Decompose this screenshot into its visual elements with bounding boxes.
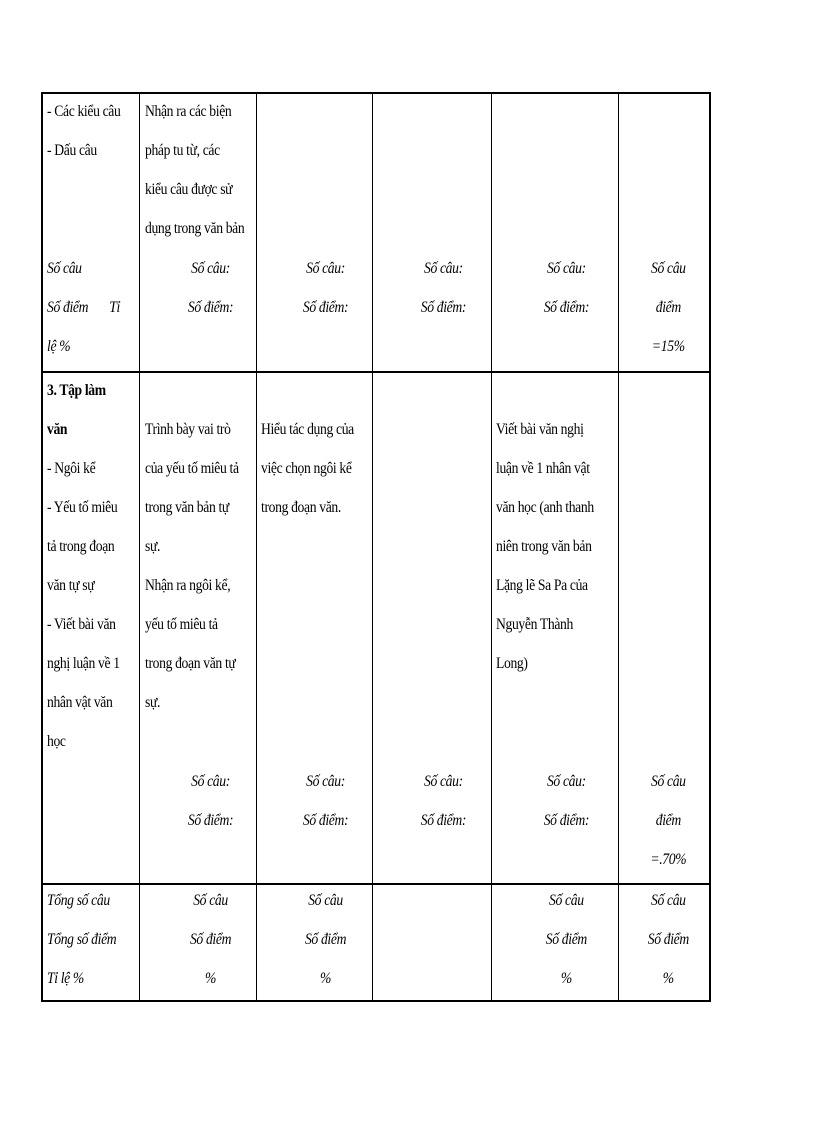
summary-line: Số câu xyxy=(193,892,228,909)
stats-label-line: lệ % xyxy=(47,338,71,355)
row2-comprehension-cell xyxy=(261,410,375,527)
recognition-line: pháp tu từ, các xyxy=(145,142,220,159)
column-divider xyxy=(491,94,492,1000)
topic-line: tả trong đoạn xyxy=(47,538,115,555)
question-count-label: Số câu: xyxy=(191,260,230,277)
row2-topic-cell xyxy=(47,371,139,761)
application-line: luận về 1 nhân vật xyxy=(496,460,590,477)
comprehension-line: Hiểu tác dụng của xyxy=(261,421,354,438)
question-count-label: Số câu: xyxy=(546,773,586,790)
row2-high-application-cell xyxy=(496,410,615,683)
row1-stats-col3 xyxy=(267,249,384,327)
question-count-label: Số câu: xyxy=(423,260,463,277)
topic-line: học xyxy=(47,733,66,750)
score-label: Số điểm: xyxy=(187,812,234,829)
summary-line: % xyxy=(560,970,572,987)
recognition-line: sự. xyxy=(145,538,161,555)
question-count-label: Số câu: xyxy=(306,260,345,277)
total-line: điểm xyxy=(655,299,681,316)
topic-line: - Dấu câu xyxy=(47,142,97,159)
column-divider xyxy=(139,94,140,1000)
total-percent: =15% xyxy=(651,338,685,355)
summary-line: % xyxy=(320,970,332,987)
recognition-line: dụng trong văn bản xyxy=(145,220,245,237)
question-count-label: Số câu: xyxy=(306,773,345,790)
row2-stats-col2 xyxy=(152,762,269,840)
score-label: Số điểm: xyxy=(420,299,467,316)
summary-line: Số điểm xyxy=(647,931,689,948)
question-count-label: Số câu: xyxy=(423,773,463,790)
recognition-line: trong văn bản tự xyxy=(145,499,229,516)
comprehension-line: trong đoạn văn. xyxy=(261,499,341,516)
score-label: Số điểm: xyxy=(187,299,234,316)
section-heading: 3. Tập làm xyxy=(47,382,106,399)
score-label: Số điểm: xyxy=(543,812,590,829)
summary-label-line: Tổng số điểm xyxy=(47,931,117,948)
stats-label-part: Số điểm xyxy=(47,299,89,316)
question-count-label: Số câu: xyxy=(546,260,586,277)
summary-line: Số câu xyxy=(549,892,584,909)
application-line: Nguyễn Thành xyxy=(496,616,573,633)
row1-total-cell xyxy=(623,249,714,366)
recognition-line: của yếu tố miêu tả xyxy=(145,460,239,477)
topic-line: văn tự sự xyxy=(47,577,95,594)
total-line: Số câu xyxy=(650,260,686,277)
application-line: Lặng lẽ Sa Pa của xyxy=(496,577,588,594)
topic-line: - Viết bài văn xyxy=(47,616,116,633)
row1-topic-cell xyxy=(47,92,139,170)
topic-line: nhân vật văn xyxy=(47,694,113,711)
row3-summary-col5 xyxy=(503,881,630,998)
column-divider xyxy=(618,94,619,1000)
score-label: Số điểm: xyxy=(543,299,590,316)
row1-stats-col2 xyxy=(152,249,269,327)
total-line: điểm xyxy=(655,812,681,829)
row3-summary-col2 xyxy=(152,881,269,998)
recognition-line: sự. xyxy=(145,694,161,711)
summary-label-line: Tổng số câu xyxy=(47,892,110,909)
summary-line: Số câu xyxy=(650,892,686,909)
recognition-line: Nhận ra ngôi kể, xyxy=(145,577,231,594)
application-line: Long) xyxy=(496,655,528,672)
summary-line: Số điểm xyxy=(545,931,587,948)
row2-total-cell xyxy=(623,762,714,879)
question-count-label: Số câu: xyxy=(191,773,230,790)
topic-line: nghị luận về 1 xyxy=(47,655,120,672)
application-line: Viết bài văn nghị xyxy=(496,421,584,438)
row2-stats-col4 xyxy=(384,762,503,840)
application-line: niên trong văn bản xyxy=(496,538,592,555)
row3-summary-label xyxy=(47,881,139,998)
row3-summary-col6 xyxy=(623,881,714,998)
topic-line: - Các kiểu câu xyxy=(47,103,121,120)
topic-line: - Ngôi kể xyxy=(47,460,96,477)
topic-line: - Yếu tố miêu xyxy=(47,499,118,516)
summary-line: Số câu xyxy=(308,892,343,909)
column-divider xyxy=(372,94,373,1000)
assessment-matrix-table xyxy=(41,92,711,1002)
recognition-line: trong đoạn văn tự xyxy=(145,655,236,672)
stats-label-line xyxy=(47,288,135,327)
summary-line: Số điểm xyxy=(189,931,232,948)
recognition-line: yếu tố miêu tả xyxy=(145,616,218,633)
row1-stats-col5 xyxy=(503,249,630,327)
stats-label-line: Số câu xyxy=(47,260,82,277)
summary-line: % xyxy=(662,970,674,987)
row2-recognition-cell xyxy=(145,410,258,722)
row1-stats-label xyxy=(47,249,135,366)
row-divider xyxy=(43,371,709,373)
total-percent: =.70% xyxy=(650,851,687,868)
recognition-line: Trình bày vai trò xyxy=(145,421,231,438)
summary-line: Số điểm xyxy=(304,931,347,948)
score-label: Số điểm: xyxy=(420,812,467,829)
application-line: văn học (anh thanh xyxy=(496,499,594,516)
section-heading: văn xyxy=(47,421,68,438)
row2-stats-col5 xyxy=(503,762,630,840)
row1-recognition-cell xyxy=(145,92,258,248)
row1-stats-col4 xyxy=(384,249,503,327)
summary-label-line: Tỉ lệ % xyxy=(47,970,84,987)
recognition-line: Nhận ra các biện xyxy=(145,103,232,120)
stats-label-part: Tỉ xyxy=(109,299,120,316)
summary-line: % xyxy=(205,970,217,987)
score-label: Số điểm: xyxy=(302,812,349,829)
score-label: Số điểm: xyxy=(302,299,349,316)
row3-summary-col3 xyxy=(267,881,384,998)
total-line: Số câu xyxy=(650,773,686,790)
recognition-line: kiểu câu được sử xyxy=(145,181,233,198)
comprehension-line: việc chọn ngôi kể xyxy=(261,460,352,477)
row2-stats-col3 xyxy=(267,762,384,840)
